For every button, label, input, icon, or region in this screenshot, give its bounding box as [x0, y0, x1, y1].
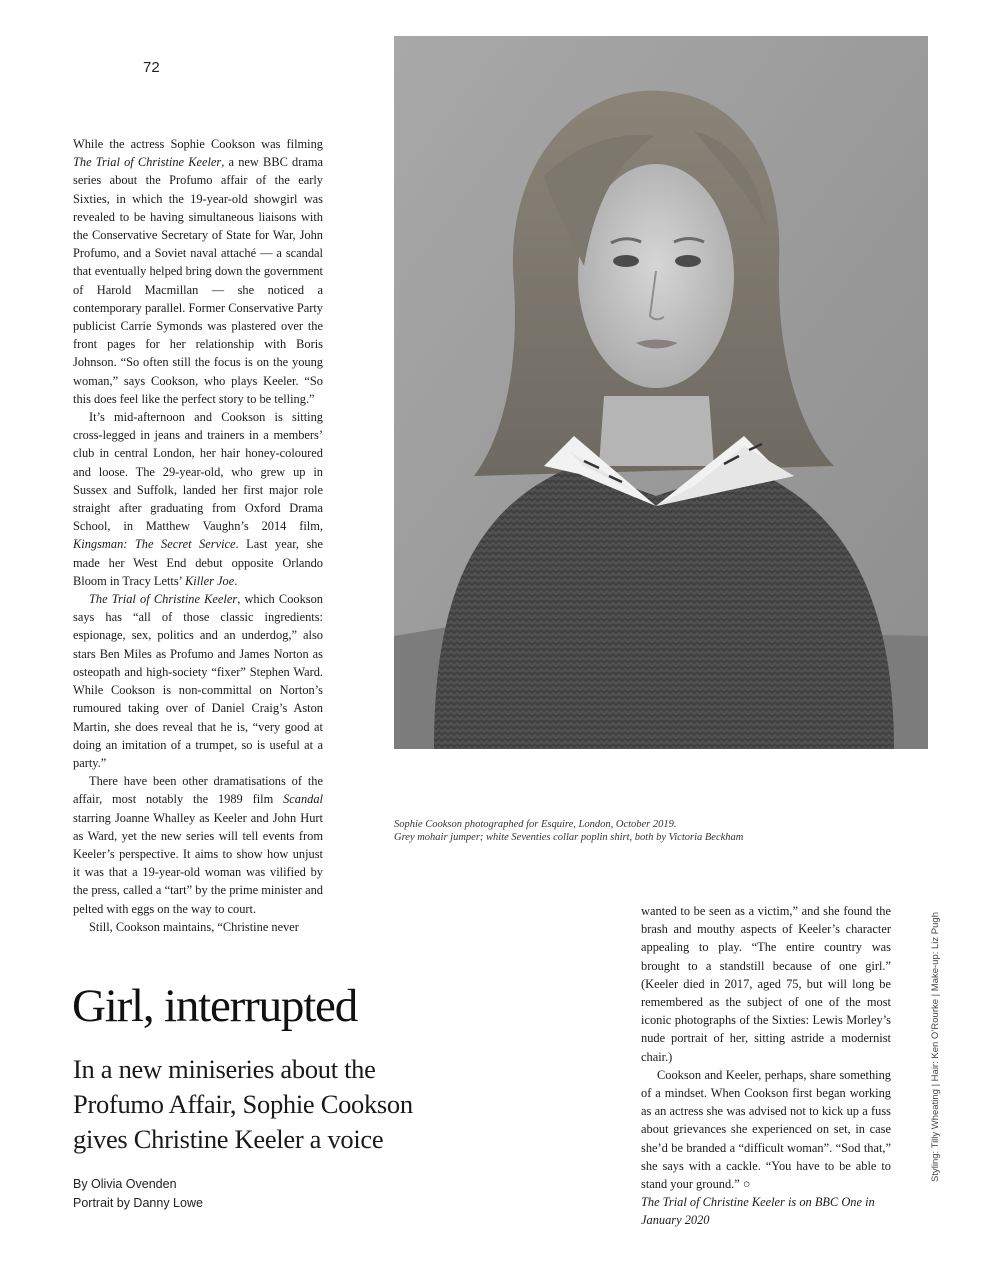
- broadcast-note: The Trial of Christine Keeler is on BBC One in January 2020: [641, 1195, 875, 1228]
- author: By Olivia Ovenden: [73, 1177, 177, 1191]
- standfirst: [73, 1052, 473, 1157]
- caption-line: Grey mohair jumper; white Seventies collar poplin shirt, both by Victoria Beckham: [394, 832, 744, 843]
- portrait-photo-icon: [394, 36, 928, 749]
- photographer: Portrait by Danny Lowe: [73, 1196, 203, 1210]
- caption-line: Sophie Cookson photographed for Esquire, London, October 2019.: [394, 819, 677, 830]
- photo-caption: [394, 818, 914, 844]
- styling-credits: Styling: Tilly Wheating | Hair: Ken O’Rourke | Make-up: Liz Pugh: [930, 912, 941, 1182]
- article-paragraph: While the actress Sophie Cookson was filming The Trial of Christine Keeler, a new BBC drama series about the Profumo affair of the early Sixties, in which the 19-year-old showgirl was revealed to be having simultaneous liaisons with the Conservative Secretary of State for War, John Profumo, and a Soviet naval attaché — a scandal that eventually helped bring down the government of Harold Macmillan — she noticed a contemporary parallel. Former Conservative Party publicist Carrie Symonds was plastered over the front pages for her relationship with Boris Johnson. “So often still the focus is on the young woman,” says Cookson, who plays Keeler. “So this does feel like the perfect story to be telling.”: [73, 137, 323, 406]
- headline: Girl, interrupted: [72, 980, 358, 1032]
- standfirst-line: In a new miniseries about the: [73, 1054, 376, 1084]
- article-paragraph: Still, Cookson maintains, “Christine never: [89, 919, 299, 934]
- portrait-photo: [394, 36, 928, 749]
- article-paragraph: It’s mid-afternoon and Cookson is sitting cross-legged in jeans and trainers in a members’ club in central London, her hair honey-coloured and loose. The 29-year-old, who grew up in Sussex and Suffolk, landed her first major role straight after graduating from Oxford Drama School, in Matthew Vaughn’s 2014 film, Kingsman: The Secret Service. Last year, she made her West End debut opposite Orlando Bloom in Tracy Letts’ Killer Joe.: [73, 410, 323, 588]
- article-paragraph: There have been other dramatisations of the affair, most notably the 1989 film Scandal starring Joanne Whalley as Keeler and John Hurt as Ward, yet the new series will tell events from Keeler’s perspective. It aims to show how unjust it was that a 19-year-old woman was vilified by the press, called a “tart” by the prime minister and pelted with eggs on the way to court.: [73, 774, 323, 916]
- standfirst-line: gives Christine Keeler a voice: [73, 1124, 384, 1154]
- article-paragraph: wanted to be seen as a victim,” and she found the brash and mouthy aspects of Keeler’s character appealing to play. “The entire country was brought to a standstill because of one girl.” (Keeler died in 2017, aged 75, but will long be remembered as the subject of one of the most iconic photographs of the Sixties: Lewis Morley’s nude portrait of her, sitting astride a modernist chair.): [641, 904, 891, 1064]
- article-paragraph: The Trial of Christine Keeler, which Cookson says has “all of those classic ingredients: espionage, sex, politics and an underdog,” also stars Ben Miles as Profumo and James Norton as osteopath and high-society “fixer” Stephen Ward. While Cookson is non-committal on Norton’s rumoured taking over of Daniel Craig’s Aston Martin, she does reveal that he is, “very good at doing an imitation of a trumpet, so is useful at a party.”: [73, 592, 323, 770]
- article-column-left: [73, 135, 323, 936]
- standfirst-line: Profumo Affair, Sophie Cookson: [73, 1089, 413, 1119]
- article-column-right: [641, 902, 891, 1230]
- article-paragraph: Cookson and Keeler, perhaps, share something of a mindset. When Cookson first began working as an actress she was advised not to kick up a fuss about grievances she experienced on set, in case she’d be branded a “difficult woman”. “Sod that,” she says with a cackle. “You have to be able to stand your ground.” ○: [641, 1067, 891, 1192]
- page-number: 72: [143, 59, 160, 76]
- byline: [73, 1175, 203, 1213]
